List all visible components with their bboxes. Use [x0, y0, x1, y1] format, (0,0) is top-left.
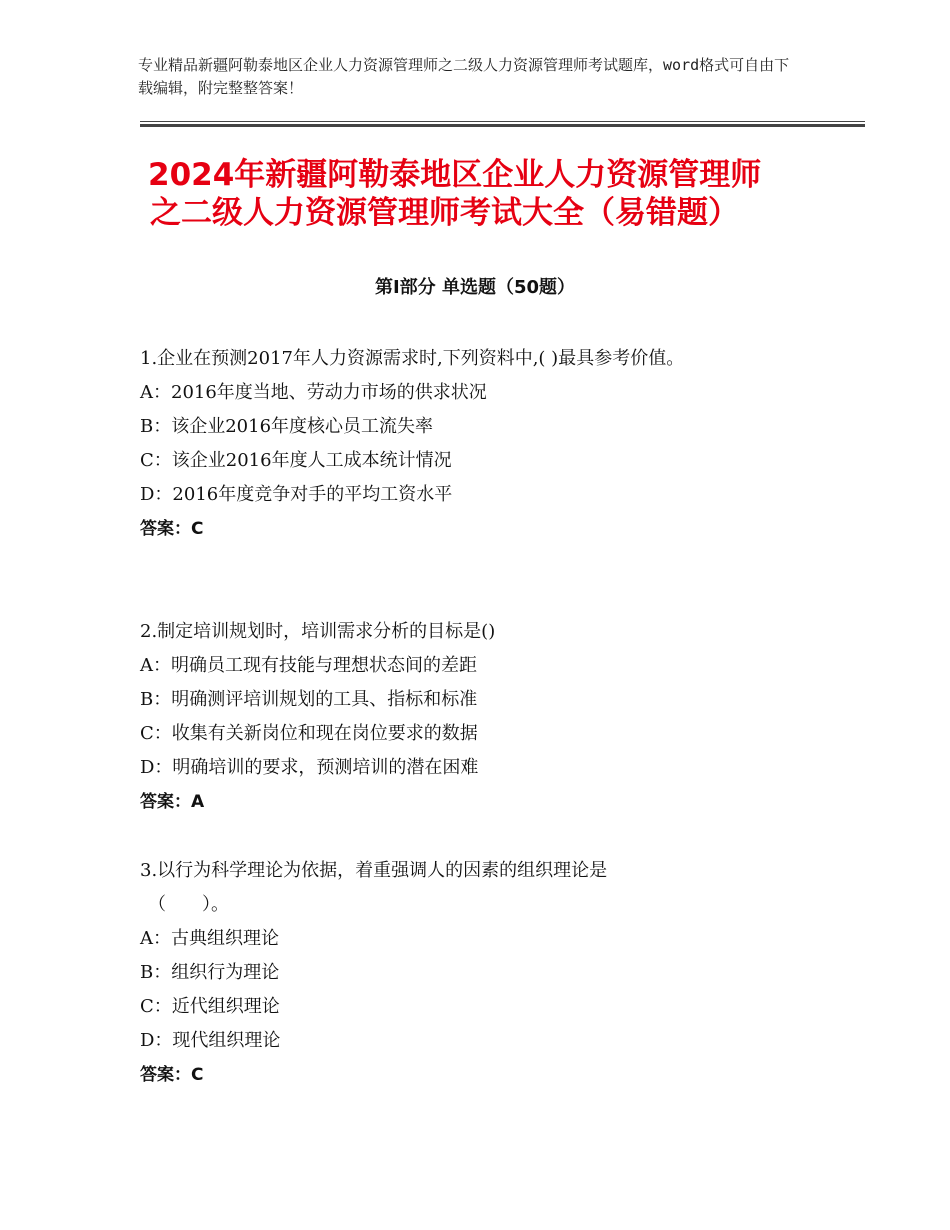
question-stem-line-2: （ ）。: [148, 894, 229, 915]
question-2: [140, 615, 800, 819]
page-header-notice: 专业精品新疆阿勒泰地区企业人力资源管理师之二级人力资源管理师考试题库，word格式可自由下载编辑，附完整整答案！: [138, 56, 790, 97]
option-c: C：该企业2016年度人工成本统计情况: [140, 450, 452, 471]
option-c: C：收集有关新岗位和现在岗位要求的数据: [140, 723, 478, 744]
option-c: C：近代组织理论: [140, 996, 280, 1017]
question-stem: 1.企业在预测2017年人力资源需求时,下列资料中,( )最具参考价值。: [140, 348, 685, 369]
option-b: B：组织行为理论: [140, 962, 280, 983]
option-d: D：2016年度竞争对手的平均工资水平: [140, 484, 453, 505]
option-a: A：明确员工现有技能与理想状态间的差距: [140, 655, 477, 676]
answer-key: 答案：C: [140, 519, 204, 539]
option-d: D：现代组织理论: [140, 1030, 281, 1051]
document-title-line-1: 2024年新疆阿勒泰地区企业人力资源管理师: [148, 157, 762, 193]
answer-key: 答案：C: [140, 1065, 204, 1085]
option-a: A：2016年度当地、劳动力市场的供求状况: [140, 382, 487, 403]
option-b: B：该企业2016年度核心员工流失率: [140, 416, 434, 437]
option-a: A：古典组织理论: [140, 928, 279, 949]
option-d: D：明确培训的要求，预测培训的潜在困难: [140, 757, 479, 778]
question-stem-line-1: 3.以行为科学理论为依据，着重强调人的因素的组织理论是: [140, 860, 608, 881]
document-title: [148, 156, 848, 232]
section-heading: 第Ⅰ部分 单选题（50题）: [374, 277, 575, 298]
question-stem: [140, 854, 800, 922]
question-3: [140, 854, 800, 1092]
option-b: B：明确测评培训规划的工具、指标和标准: [140, 689, 478, 710]
answer-key: 答案：A: [140, 792, 205, 812]
document-title-line-2: 之二级人力资源管理师考试大全（易错题）: [150, 195, 739, 231]
header-divider-thick: [140, 124, 865, 127]
question-stem: 2.制定培训规划时，培训需求分析的目标是(): [140, 621, 496, 642]
header-divider-thin: [140, 121, 865, 122]
question-1: [140, 342, 800, 546]
